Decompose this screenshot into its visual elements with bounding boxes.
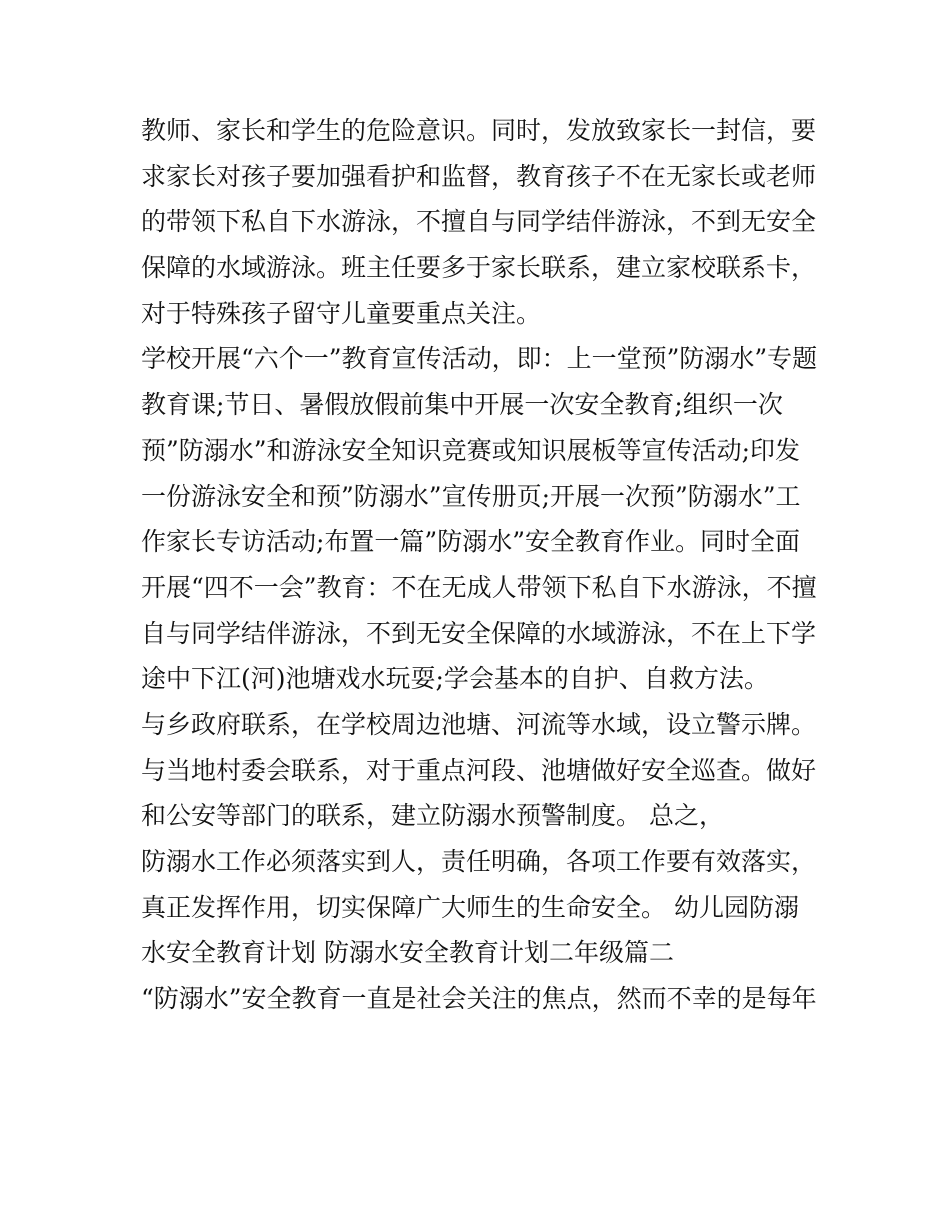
text-line: 真正发挥作用，切实保障广大师生的生命安全。 幼儿园防溺 [141,892,799,922]
text-line: 作家长专访活动;布置一篇”防溺水”安全教育作业。同时全面 [141,527,800,557]
body-text [141,108,821,1022]
text-line: 预”防溺水”和游泳安全知识竞赛或知识展板等宣传活动;印发 [141,435,800,465]
text-line: 防溺水工作必须落实到人，责任明确，各项工作要有效落实， [141,847,817,876]
text-line: 与当地村委会联系，对于重点河段、池塘做好安全巡查。做好 [141,755,817,785]
text-line: 对于特殊孩子留守儿童要重点关注。 [141,298,542,328]
text-line: 教师、家长和学生的危险意识。同时，发放致家长一封信，要 [141,116,817,145]
text-line: “防溺水”安全教育一直是社会关注的焦点，然而不幸的是每年 [141,984,817,1014]
text-line: 求家长对孩子要加强看护和监督，教育孩子不在无家长或老师 [141,161,817,191]
text-line: 和公安等部门的联系，建立防溺水预警制度。 总之， [141,801,724,831]
text-line: 开展“四不一会”教育：不在无成人带领下私自下水游泳，不擅 [141,572,817,602]
text-line: 自与同学结伴游泳，不到无安全保障的水域游泳，不在上下学 [141,618,817,648]
text-line: 教育课;节日、暑假放假前集中开展一次安全教育;组织一次 [141,390,783,420]
text-line: 保障的水域游泳。班主任要多于家长联系，建立家校联系卡， [141,253,817,283]
text-line: 水安全教育计划 防溺水安全教育计划二年级篇二 [141,938,674,968]
text-line: 一份游泳安全和预”防溺水”宣传册页;开展一次预”防溺水”工 [141,481,801,511]
text-line: 与乡政府联系，在学校周边池塘、河流等水域，设立警示牌。 [141,709,817,739]
text-line: 的带领下私自下水游泳，不擅自与同学结伴游泳，不到无安全 [141,207,817,237]
text-line: 途中下江(河)池塘戏水玩耍;学会基本的自护、自救方法。 [141,664,769,694]
text-line: 学校开展“六个一”教育宣传活动，即：上一堂预”防溺水”专题 [141,344,818,374]
